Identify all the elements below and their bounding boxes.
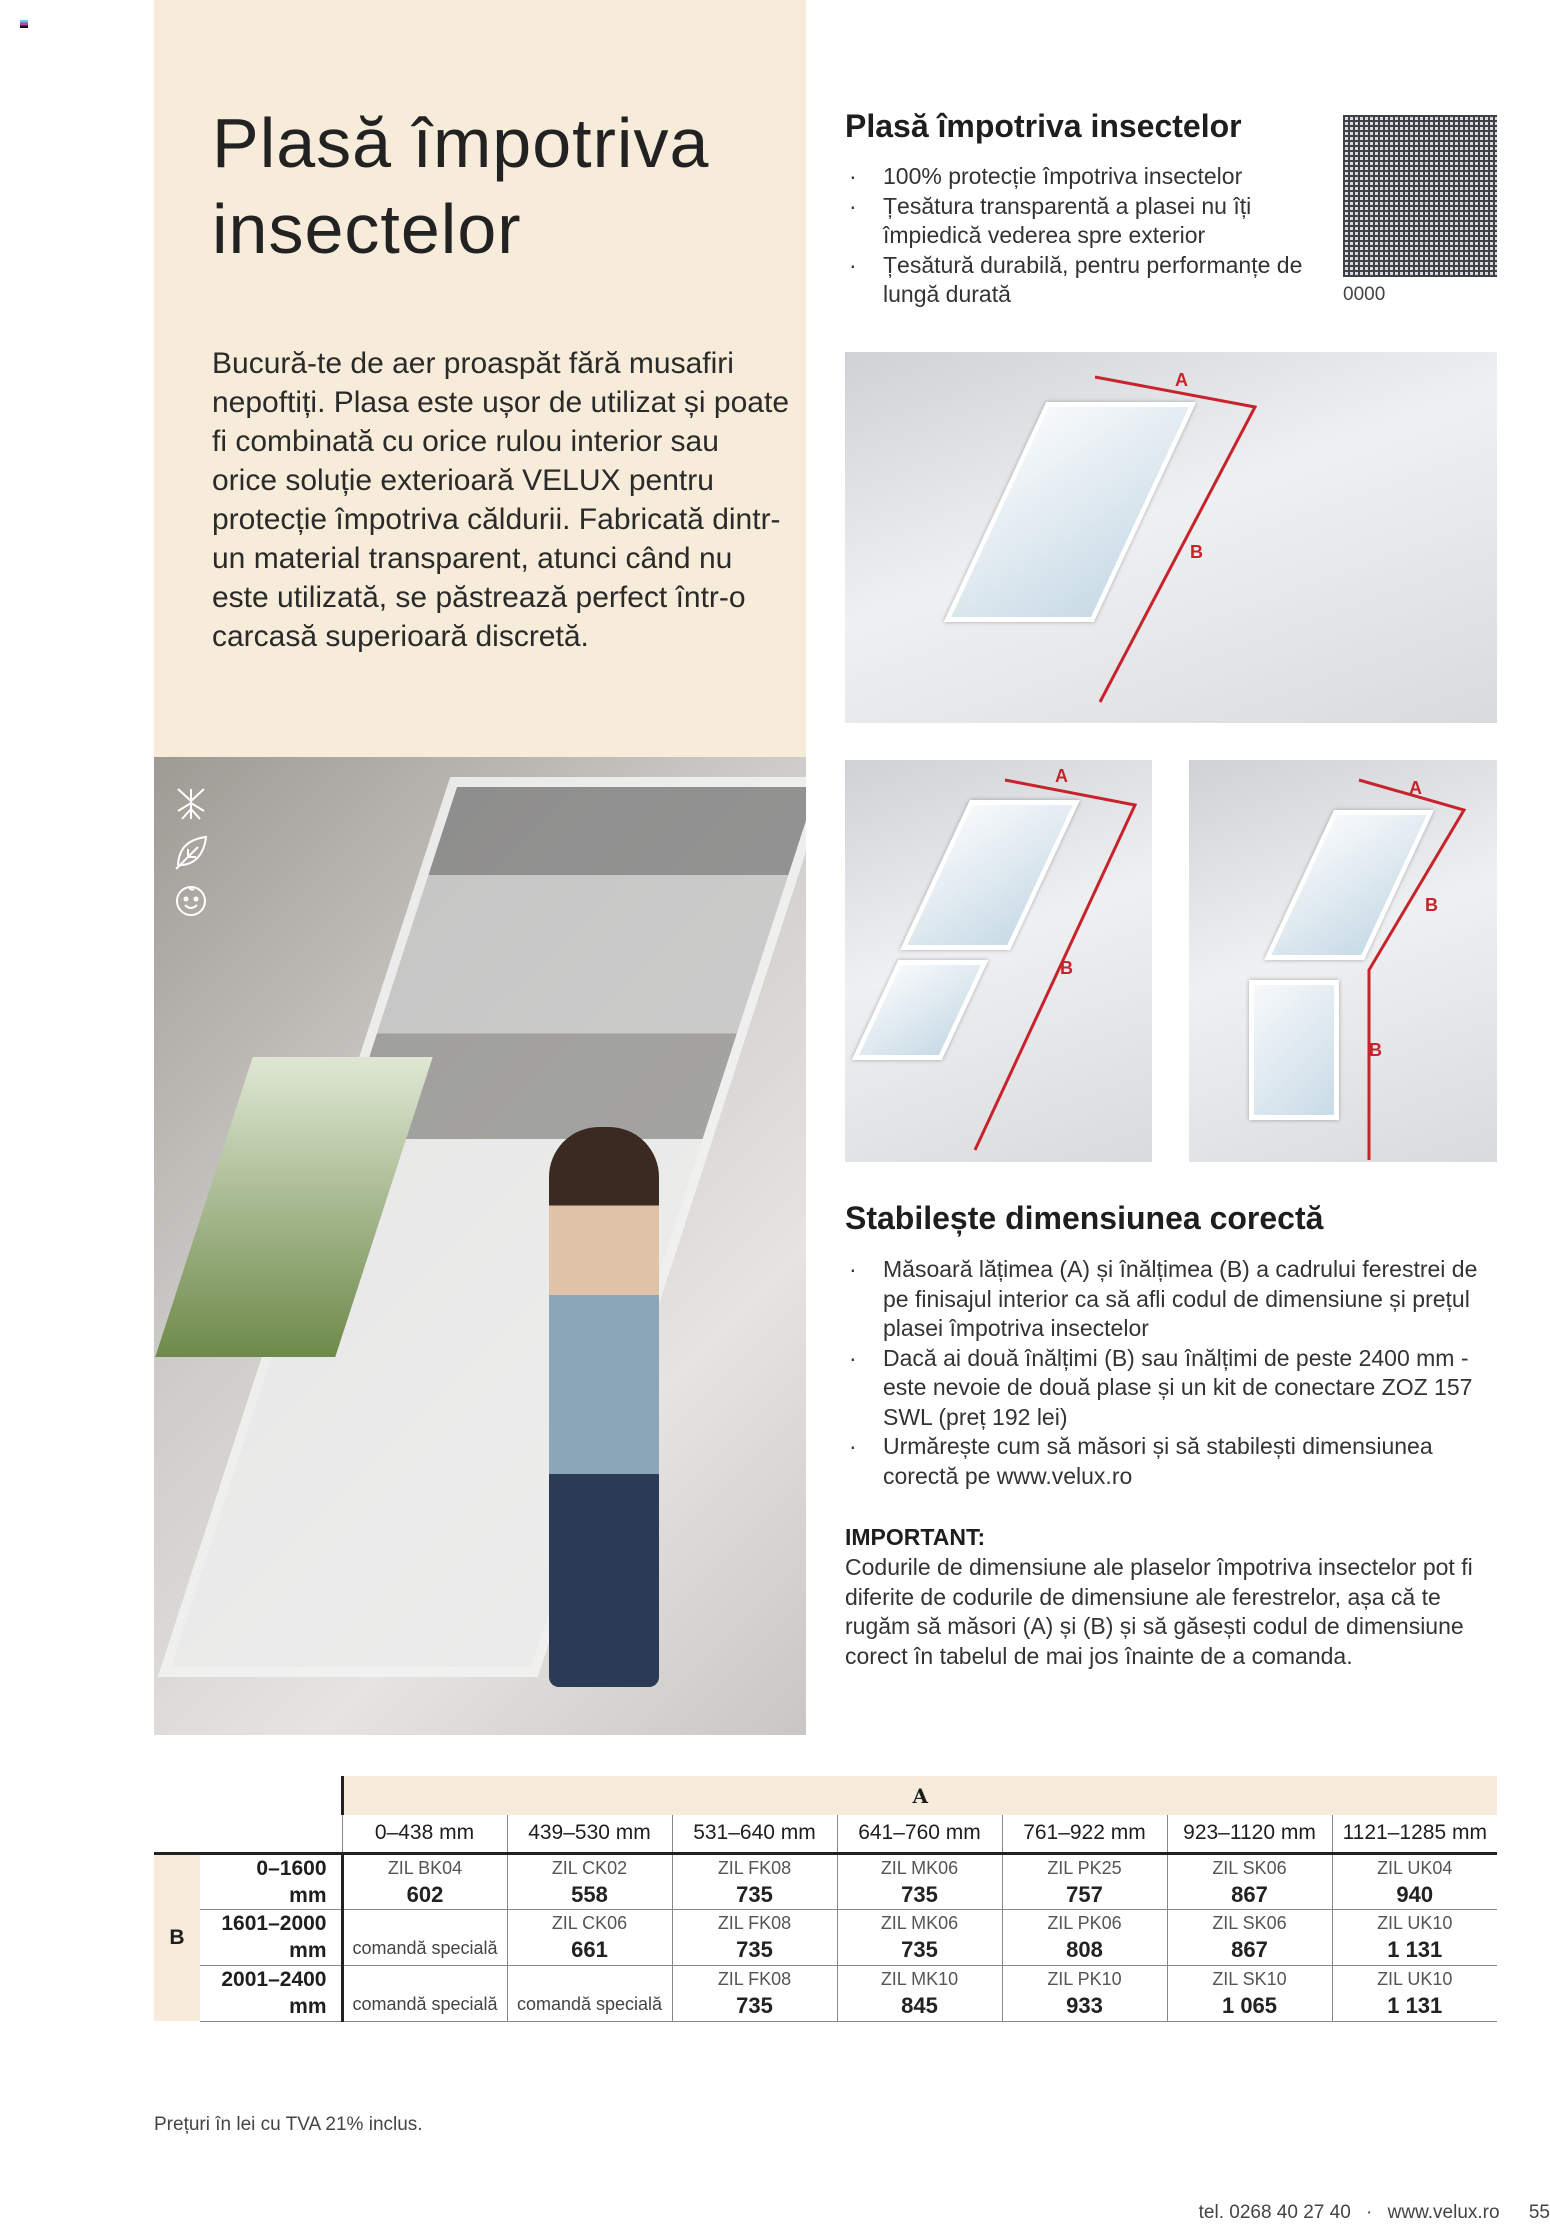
product-code: ZIL FK08	[717, 1968, 792, 1989]
product-code: ZIL SK06	[1212, 1912, 1287, 1933]
special-order: comandă specială	[352, 1993, 498, 2014]
product-code: ZIL UK04	[1377, 1857, 1453, 1878]
label-b: B	[1190, 542, 1203, 562]
leaf-icon	[172, 833, 210, 871]
intro-text: Bucură-te de aer proaspăt fără musafiri nepoftiți. Plasa este ușor de utilizat și poate fi combinată cu orice rulou interior sau orice soluție exterioară VELUX pentru protecție împotriva căldurii. Fabricată dintr-un material transparent, atunci când nu este utilizată, se păstrează perfect într-o carcasă superioară discretă.	[212, 347, 790, 653]
size-price-table	[154, 1776, 1497, 2022]
table-cell	[672, 1909, 837, 1965]
column-header: 1121–1285 mm	[1332, 1815, 1497, 1853]
row-header	[200, 1853, 342, 1909]
table-cell	[672, 1853, 837, 1909]
price: 735	[901, 1881, 938, 1907]
table-row	[154, 1909, 1497, 1965]
feature-item: · Țesătura transparentă a plasei nu îți împiedică vederea spre exterior	[845, 192, 1325, 251]
product-code: ZIL BK04	[387, 1857, 463, 1878]
product-code: ZIL CK02	[551, 1857, 628, 1878]
table-cell	[1332, 1909, 1497, 1965]
row-unit: mm	[289, 1939, 327, 1962]
table-row	[154, 1853, 1497, 1909]
product-code: ZIL MK06	[880, 1857, 959, 1878]
row-range: 1601–2000	[221, 1912, 327, 1935]
price: 933	[1066, 1992, 1103, 2018]
price: 1 065	[1221, 1992, 1278, 2018]
price: 808	[1066, 1936, 1103, 1962]
table-cell	[1167, 1853, 1332, 1909]
print-color-bar	[20, 20, 28, 28]
label-b-lower: B	[1369, 1040, 1382, 1060]
table-cell	[1002, 1853, 1167, 1909]
row-unit: mm	[289, 1883, 327, 1907]
feature-item: · 100% protecție împotriva insectelor	[845, 162, 1325, 192]
row-range: 2001–2400	[221, 1968, 327, 1991]
footer-phone: tel. 0268 40 27 40	[1198, 2202, 1351, 2223]
feature-icons	[172, 785, 212, 929]
footer-website[interactable]: www.velux.ro	[1387, 2202, 1500, 2223]
product-code: ZIL PK10	[1047, 1968, 1122, 1989]
column-group-a: A	[342, 1776, 1497, 1815]
column-header: 0–438 mm	[342, 1815, 507, 1853]
price: 661	[571, 1936, 608, 1962]
row-header	[200, 1965, 342, 2021]
label-b-upper: B	[1425, 895, 1438, 915]
table-cell	[672, 1965, 837, 2021]
important-text: Codurile de dimensiune ale plaselor împotriva insectelor pot fi diferite de codurile de dimensiune ale ferestrelor, așa că te rugăm să măsori (A) și (B) și să găsești codul de dimensiune corect în tabelul de mai jos înainte de a comanda.	[845, 1554, 1473, 1669]
price: 845	[901, 1992, 938, 2018]
row-group-b: B	[154, 1853, 200, 2021]
table-row	[154, 1965, 1497, 2021]
price: 735	[901, 1936, 938, 1962]
feature-item: · Țesătură durabilă, pentru performanțe de lungă durată	[845, 251, 1325, 310]
sizing-item: · Măsoară lățimea (A) și înălțimea (B) a cadrului ferestrei de pe finisajul interior ca să afli codul de dimensiune și prețul plasei împotriva insectelor	[845, 1255, 1505, 1344]
special-order: comandă specială	[516, 1993, 663, 2014]
row-unit: mm	[289, 1995, 327, 2018]
table-cell	[1167, 1909, 1332, 1965]
product-code: ZIL MK10	[880, 1968, 959, 1989]
label-a: A	[1409, 778, 1422, 798]
product-code: ZIL FK08	[717, 1857, 792, 1878]
table-cell	[1167, 1965, 1332, 2021]
measure-diagram-combination-window	[1189, 760, 1497, 1162]
table-cell	[837, 1965, 1002, 2021]
title-line-1: Plasă împotriva	[212, 104, 710, 182]
row-range: 0–1600	[256, 1856, 327, 1880]
product-code: ZIL CK06	[551, 1912, 628, 1933]
table-cell	[507, 1965, 672, 2021]
price: 1 131	[1387, 1936, 1443, 1962]
table-cell	[342, 1965, 507, 2021]
product-code: ZIL SK06	[1212, 1857, 1287, 1878]
table-cell	[1002, 1909, 1167, 1965]
price-note: Prețuri în lei cu TVA 21% inclus.	[154, 2114, 423, 2135]
important-heading: IMPORTANT:	[845, 1524, 986, 1550]
price: 867	[1231, 1881, 1268, 1907]
column-header: 439–530 mm	[507, 1815, 672, 1853]
footer-separator: ·	[1366, 2202, 1373, 2223]
price: 558	[571, 1881, 608, 1907]
page-footer	[0, 2202, 1550, 2224]
table-cell	[342, 1853, 507, 1909]
label-b: B	[1060, 958, 1073, 978]
page-number: 55	[1528, 2202, 1550, 2223]
child-face-icon	[172, 881, 210, 919]
label-a: A	[1175, 370, 1188, 390]
table-cell	[342, 1909, 507, 1965]
table-cell	[837, 1853, 1002, 1909]
price: 1 131	[1387, 1992, 1443, 2018]
price: 940	[1396, 1881, 1434, 1907]
table-cell	[507, 1853, 672, 1909]
special-order: comandă specială	[352, 1937, 498, 1958]
product-code: ZIL UK10	[1377, 1912, 1453, 1933]
sizing-item: · Dacă ai două înălțimi (B) sau înălțimi de peste 2400 mm - este nevoie de două plase și un kit de conectare ZOZ 157 SWL (preț 192 lei)	[845, 1344, 1505, 1433]
features-heading: Plasă împotriva insectelor	[845, 108, 1242, 144]
price: 735	[736, 1936, 773, 1962]
column-header: 761–922 mm	[1002, 1815, 1167, 1853]
sizing-heading: Stabilește dimensiunea corectă	[845, 1200, 1324, 1236]
label-a: A	[1055, 766, 1068, 786]
product-code: ZIL PK25	[1047, 1857, 1122, 1878]
mosquito-icon	[172, 785, 210, 823]
mesh-swatch	[1343, 115, 1497, 277]
table-cell	[1002, 1965, 1167, 2021]
sizing-list	[845, 1255, 1505, 1491]
column-header: 923–1120 mm	[1167, 1815, 1332, 1853]
table-cell	[507, 1909, 672, 1965]
price: 757	[1066, 1881, 1103, 1907]
column-header: 641–760 mm	[837, 1815, 1002, 1853]
title-line-2: insectelor	[212, 190, 522, 268]
product-code: ZIL FK08	[717, 1912, 792, 1933]
product-code: ZIL PK06	[1047, 1912, 1122, 1933]
measure-diagram-single-window	[845, 352, 1497, 723]
table-cell	[1332, 1853, 1497, 1909]
product-code: ZIL MK06	[880, 1912, 959, 1933]
measure-diagram-two-windows	[845, 760, 1152, 1162]
price: 602	[406, 1881, 444, 1907]
features-list	[845, 162, 1325, 310]
column-header: 531–640 mm	[672, 1815, 837, 1853]
swatch-code: 0000	[1343, 284, 1386, 305]
table-cell	[1332, 1965, 1497, 2021]
price: 735	[736, 1992, 773, 2018]
product-code: ZIL UK10	[1377, 1968, 1453, 1989]
row-header	[200, 1909, 342, 1965]
page-title	[212, 100, 709, 272]
table-cell	[837, 1909, 1002, 1965]
product-photo-woman-window	[154, 757, 806, 1735]
price: 867	[1231, 1936, 1268, 1962]
price: 735	[736, 1881, 773, 1907]
sizing-item: · Urmărește cum să măsori și să stabilești dimensiunea corectă pe www.velux.ro	[845, 1432, 1505, 1491]
product-code: ZIL SK10	[1212, 1968, 1287, 1989]
